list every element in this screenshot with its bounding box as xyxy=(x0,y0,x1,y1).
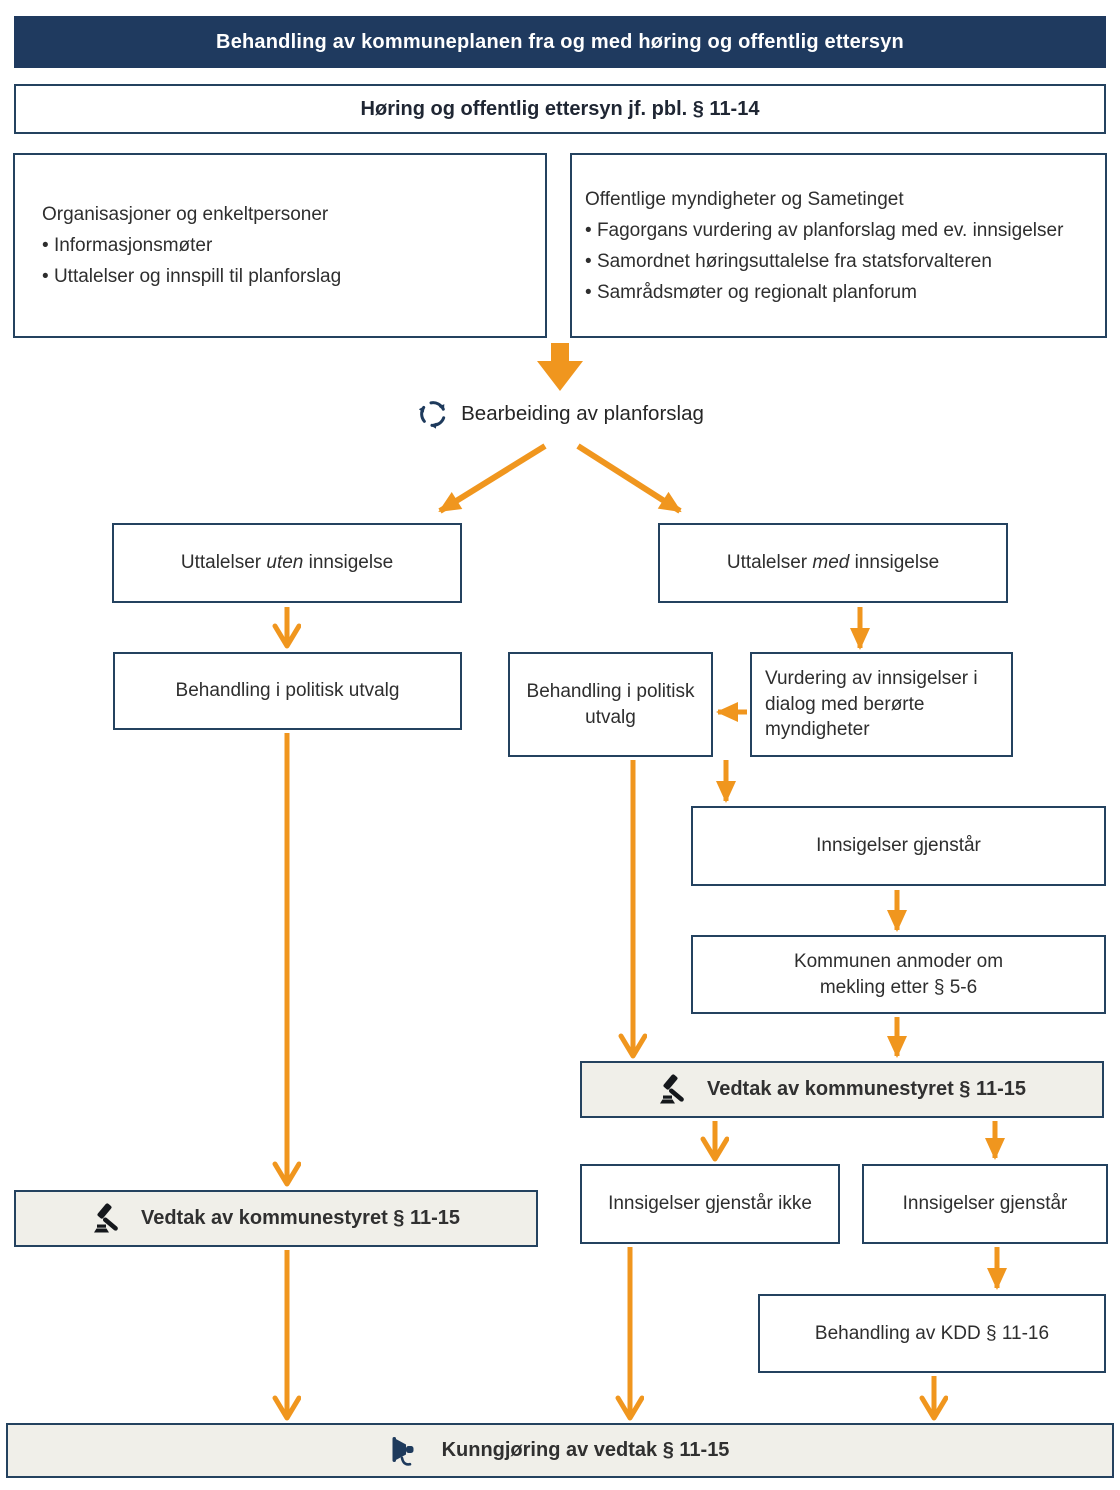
arrow-to-bearbeiding xyxy=(537,343,583,391)
arrow-split-right xyxy=(578,446,680,511)
node-label: Bearbeiding av planforslag xyxy=(461,402,704,425)
bullet-list xyxy=(42,230,341,292)
node-organisasjoner xyxy=(13,153,547,338)
node-label: Innsigelser gjenstår xyxy=(816,835,981,857)
bullet-item: • Samrådsmøter og regionalt planforum xyxy=(585,277,1063,308)
node-label: Uttalelser uten innsigelse xyxy=(180,552,394,574)
node-uttalelser-uten-innsigelse xyxy=(112,523,462,603)
bullet-item: • Samordnet høringsuttalelse fra statsforvalteren xyxy=(585,246,1063,277)
diagram-title: Behandling av kommuneplanen fra og med høring og offentlig ettersyn xyxy=(216,30,904,53)
node-label: Høring og offentlig ettersyn jf. pbl. § 11-14 xyxy=(360,97,760,120)
node-label: Vedtak av kommunestyret § 11-15 xyxy=(706,1078,1027,1100)
bullet-item: • Uttalelser og innspill til planforslag xyxy=(42,261,341,292)
arrow-split-left xyxy=(440,446,545,511)
gavel-icon xyxy=(658,1074,690,1106)
node-kunngjoring xyxy=(6,1423,1114,1478)
node-bearbeiding xyxy=(340,392,780,436)
bullet-item: • Fagorgans vurdering av planforslag med ev. innsigelser xyxy=(585,215,1063,246)
node-title: Offentlige myndigheter og Sametinget xyxy=(585,188,904,210)
node-label: Vedtak av kommunestyret § 11-15 xyxy=(140,1207,461,1229)
node-behandling-politisk-utvalg-right xyxy=(508,652,713,757)
node-vedtak-kommunestyret-left xyxy=(14,1190,538,1247)
node-label: Kunngjøring av vedtak § 11-15 xyxy=(441,1439,730,1461)
node-vedtak-kommunestyret-right xyxy=(580,1061,1104,1118)
node-label: Behandling av KDD § 11-16 xyxy=(814,1322,1050,1344)
diagram-title-bar xyxy=(14,16,1106,68)
node-label: Behandling i politisk utvalg xyxy=(526,680,695,728)
node-label: Innsigelser gjenstår ikke xyxy=(608,1193,812,1215)
node-label: Kommunen anmoder om mekling etter § 5-6 xyxy=(793,950,1004,998)
bullet-list xyxy=(585,215,1063,308)
node-vurdering-innsigelser xyxy=(750,652,1013,757)
node-behandling-kdd xyxy=(758,1294,1106,1373)
node-title: Organisasjoner og enkeltpersoner xyxy=(42,204,329,225)
cycle-arrows-icon xyxy=(416,397,450,431)
node-innsigelser-gjenstar-2 xyxy=(862,1164,1108,1244)
node-label: Vurdering av innsigelser i dialog med berørte myndigheter xyxy=(765,668,978,741)
node-innsigelser-gjenstar-ikke xyxy=(580,1164,840,1244)
node-uttalelser-med-innsigelse xyxy=(658,523,1008,603)
node-kommunen-anmoder-mekling xyxy=(691,935,1106,1014)
node-horing-offentlig-ettersyn xyxy=(14,84,1106,134)
node-offentlige-myndigheter xyxy=(570,153,1107,338)
node-innsigelser-gjenstar-1 xyxy=(691,806,1106,886)
node-label: Uttalelser med innsigelse xyxy=(726,552,940,574)
node-label: Behandling i politisk utvalg xyxy=(175,680,400,702)
bullet-item: • Informasjonsmøter xyxy=(42,230,341,261)
node-label: Innsigelser gjenstår xyxy=(902,1193,1068,1215)
node-behandling-politisk-utvalg-left xyxy=(113,652,462,730)
megaphone-icon xyxy=(391,1435,427,1467)
gavel-icon xyxy=(92,1203,124,1235)
